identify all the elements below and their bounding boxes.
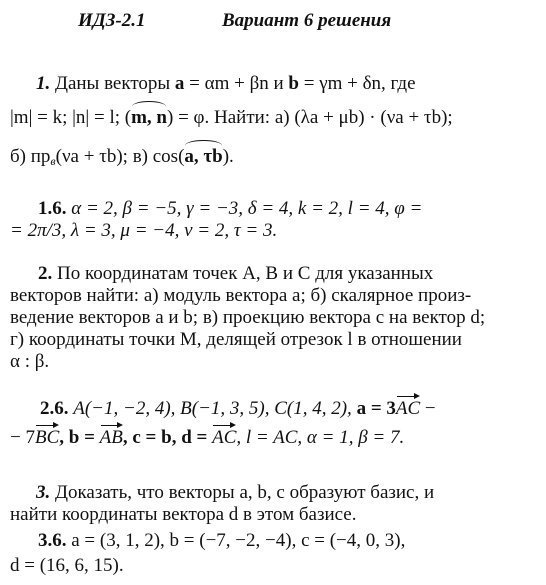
variant-title: Вариант 6 решения: [222, 10, 392, 31]
problem-1-line-2: |m| = k; |n| = l; (m, n) = φ. Найти: а) (λa + μb) · (νa + τb);: [10, 107, 453, 128]
angle-a-tb: a, τb: [184, 146, 223, 167]
problem-1-line-1: 1. Даны векторы a = αm + βn и b = γm + δn, где: [36, 73, 416, 94]
vector-bc: BC: [34, 427, 60, 448]
problem-1-line-3: б) $пр_в(\nu a + \tau b)$; в) cos(a, τb).: [10, 146, 234, 168]
problem-3-line-1: 3. Доказать, что векторы a, b, c образуют базис, и: [36, 482, 435, 503]
vector-ab: AB: [99, 427, 123, 448]
problem-2-6-line-2: − 7BC, b = AB, c = b, d = AC, l = AC, α = 1, β = 7.: [10, 427, 405, 448]
doc-title: ИДЗ-2.1: [78, 10, 146, 31]
problem-3-line-2: найти координаты вектора d в этом базисе.: [10, 504, 357, 525]
problem-3-6-number: 3.6.: [38, 530, 67, 551]
problem-2-line-4: г) координаты точки M, делящей отрезок l в отношении: [10, 329, 462, 350]
problem-3-6-line-1: 3.6. a = (3, 1, 2), b = (−7, −2, −4), c = (−4, 0, 3),: [38, 530, 406, 551]
problem-2-6-number: 2.6.: [40, 398, 69, 419]
problem-1-6-line-2: = 2π/3, λ = 3, μ = −4, ν = 2, τ = 3.: [10, 220, 278, 241]
problem-3-number: 3.: [36, 482, 51, 503]
angle-mn: m, n: [131, 107, 167, 128]
problem-2-number: 2.: [38, 263, 53, 284]
problem-2-line-5: α : β.: [10, 351, 50, 372]
problem-3-6-line-2: d = (16, 6, 15).: [10, 555, 124, 576]
problem-2-line-1: 2. По координатам точек A, B и C для указанных: [38, 263, 434, 284]
problem-2-6-line-1: 2.6. A(−1, −2, 4), B(−1, 3, 5), C(1, 4, 2), a = 3AC −: [40, 398, 436, 419]
vector-ac: AC: [395, 398, 421, 419]
problem-2-line-3: ведение векторов a и b; в) проекцию вектора c на вектор d;: [10, 307, 486, 328]
problem-2-line-2: векторов найти: а) модуль вектора a; б) скалярное произ-: [10, 285, 472, 306]
vector-ac-2: AC: [212, 427, 237, 448]
problem-1-6-line-1: 1.6. α = 2, β = −5, γ = −3, δ = 4, k = 2, l = 4, φ =: [38, 198, 423, 219]
problem-1-6-number: 1.6.: [38, 198, 67, 219]
problem-1-number: 1.: [36, 73, 51, 94]
